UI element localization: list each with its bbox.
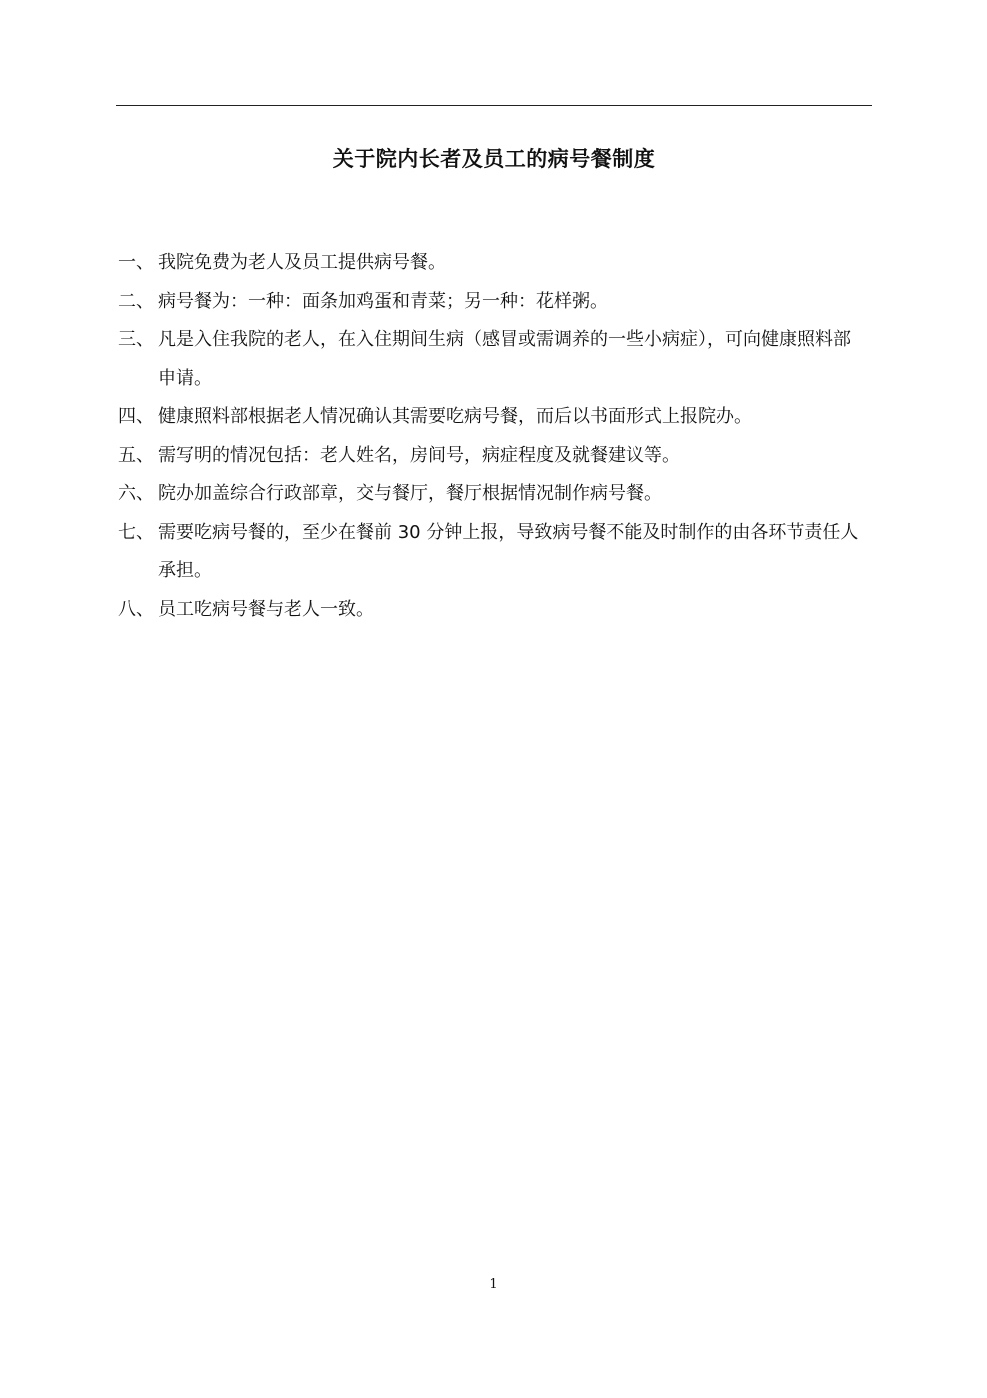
clause-number: 二、 (118, 290, 154, 312)
clause-text: 凡是入住我院的老人，在入住期间生病（感冒或需调养的一些小病症），可向健康照料部申请。 (158, 329, 851, 389)
clause-number: 三、 (118, 329, 154, 350)
page-number: 1 (489, 1277, 498, 1292)
clause-item (118, 283, 878, 322)
clause-item (118, 398, 878, 437)
clause-number: 六、 (118, 483, 154, 504)
clause-number: 七、 (118, 521, 154, 543)
header-rule (116, 105, 872, 106)
clause-number: 八、 (118, 598, 154, 620)
clause-text: 需写明的情况包括：老人姓名，房间号，病症程度及就餐建议等。 (158, 444, 680, 466)
clause-list (118, 244, 878, 629)
clause-item (118, 475, 878, 514)
clause-number: 五、 (118, 444, 154, 466)
clause-item (118, 591, 878, 630)
clause-item (118, 514, 878, 591)
clause-text: 病号餐为：一种：面条加鸡蛋和青菜；另一种：花样粥。 (158, 290, 608, 312)
clause-item (118, 321, 878, 398)
clause-text: 需要吃病号餐的，至少在餐前 30 分钟上报，导致病号餐不能及时制作的由各环节责任人承担。 (158, 521, 859, 581)
clause-text: 我院免费为老人及员工提供病号餐。 (158, 252, 446, 273)
clause-text: 健康照料部根据老人情况确认其需要吃病号餐，而后以书面形式上报院办。 (158, 406, 752, 427)
clause-item (118, 244, 878, 283)
clause-text: 员工吃病号餐与老人一致。 (158, 598, 374, 620)
clause-number: 四、 (118, 406, 154, 427)
clause-text: 院办加盖综合行政部章，交与餐厅，餐厅根据情况制作病号餐。 (158, 483, 662, 504)
document-title: 关于院内长者及员工的病号餐制度 (332, 147, 656, 171)
clause-item (118, 437, 878, 476)
clause-number: 一、 (118, 252, 154, 273)
